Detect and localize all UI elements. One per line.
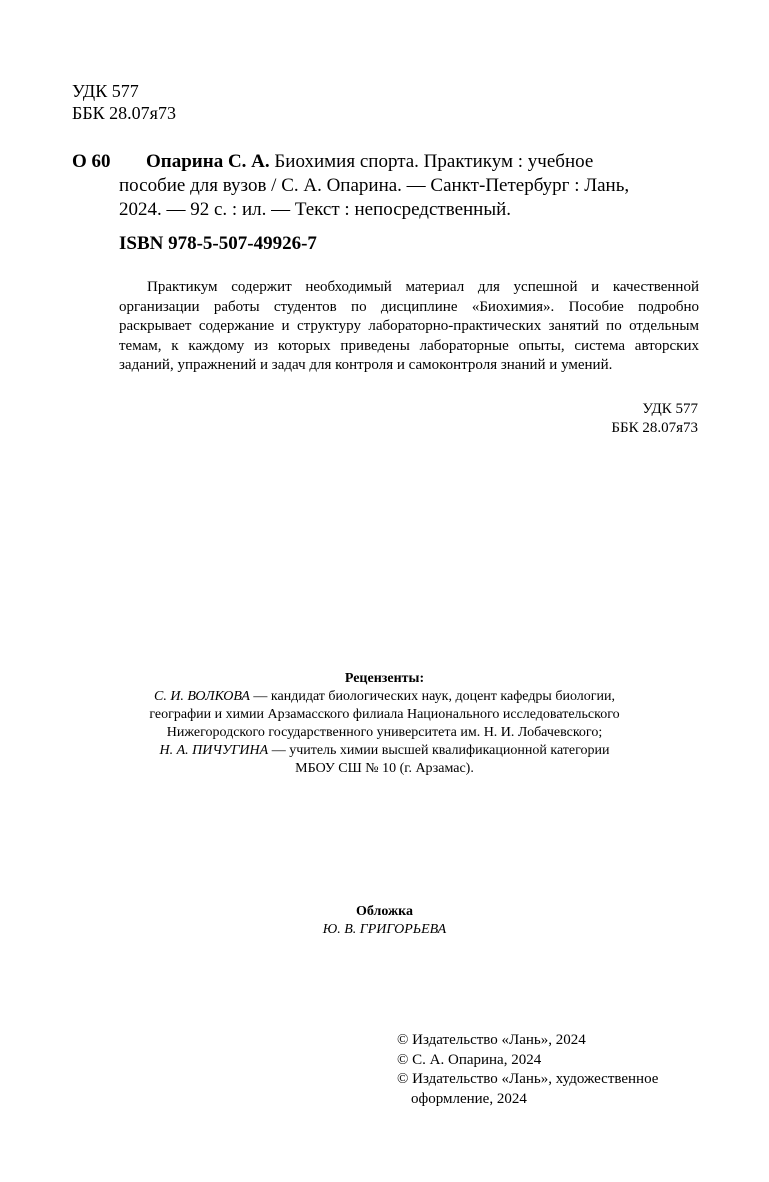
author-name: Опарина С. А.: [146, 151, 270, 172]
copyright-design-cont: оформление, 2024: [411, 1090, 527, 1107]
biblio-line-2: пособие для вузов / С. А. Опарина. — Санкт-Петербург : Лань,: [119, 175, 630, 196]
author-sign: О 60: [72, 151, 111, 172]
reviewer-2-desc: — учитель химии высшей квалификационной категории: [268, 743, 610, 758]
udk-code: УДК 577: [72, 81, 139, 101]
reviewer-1-name: С. И. ВОЛКОВА: [153, 689, 250, 704]
cover-heading: Обложка: [355, 904, 414, 919]
biblio-line-1: [119, 150, 699, 174]
udk-top-block: [72, 80, 176, 124]
copyright-block: [397, 1031, 658, 1109]
bibliographic-record: [119, 150, 699, 222]
reviewer-1-line-1: [0, 688, 769, 706]
reviewer-1-desc: — кандидат биологических наук, доцент кафедры биологии,: [249, 689, 615, 704]
reviewer-1-line-3: Нижегородского государственного университета им. Н. И. Лобачевского;: [166, 725, 603, 740]
cover-block: [0, 903, 769, 939]
isbn: ISBN 978-5-507-49926-7: [119, 233, 317, 254]
reviewer-2-line-1: [0, 742, 769, 760]
copyright-author: © С. А. Опарина, 2024: [397, 1051, 542, 1068]
reviewers-heading: Рецензенты:: [344, 671, 425, 686]
reviewer-2-name: Н. А. ПИЧУГИНА: [159, 743, 269, 758]
annotation-text: Практикум содержит необходимый материал для успешной и качественной организации работы студентов по дисциплине «Биохимия». Пособие подробно раскрывает содержание и структуру лабораторно-практических занятий по отдельным темам, к каждому из которых приведены лабораторные опыты, система авторских заданий, упражнений и задач для контроля и самоконтроля знаний и умений.: [119, 279, 699, 373]
reviewer-2-line-2: МБОУ СШ № 10 (г. Арзамас).: [295, 761, 474, 776]
copyright-design: © Издательство «Лань», художественное: [397, 1071, 659, 1087]
copyright-publisher: © Издательство «Лань», 2024: [397, 1032, 586, 1048]
biblio-title: Биохимия спорта. Практикум : учебное: [269, 151, 594, 172]
bbk-code: ББК 28.07я73: [72, 103, 176, 123]
udk-right-block: [611, 400, 698, 438]
udk-code-right: УДК 577: [642, 401, 698, 417]
cover-designer: Ю. В. ГРИГОРЬЕВА: [322, 922, 447, 937]
biblio-line-3: 2024. — 92 с. : ил. — Текст : непосредственный.: [119, 199, 512, 220]
bbk-code-right: ББК 28.07я73: [611, 420, 698, 436]
reviewers-block: [0, 670, 769, 778]
reviewer-1-line-2: географии и химии Арзамасского филиала Национального исследовательского: [149, 707, 620, 722]
